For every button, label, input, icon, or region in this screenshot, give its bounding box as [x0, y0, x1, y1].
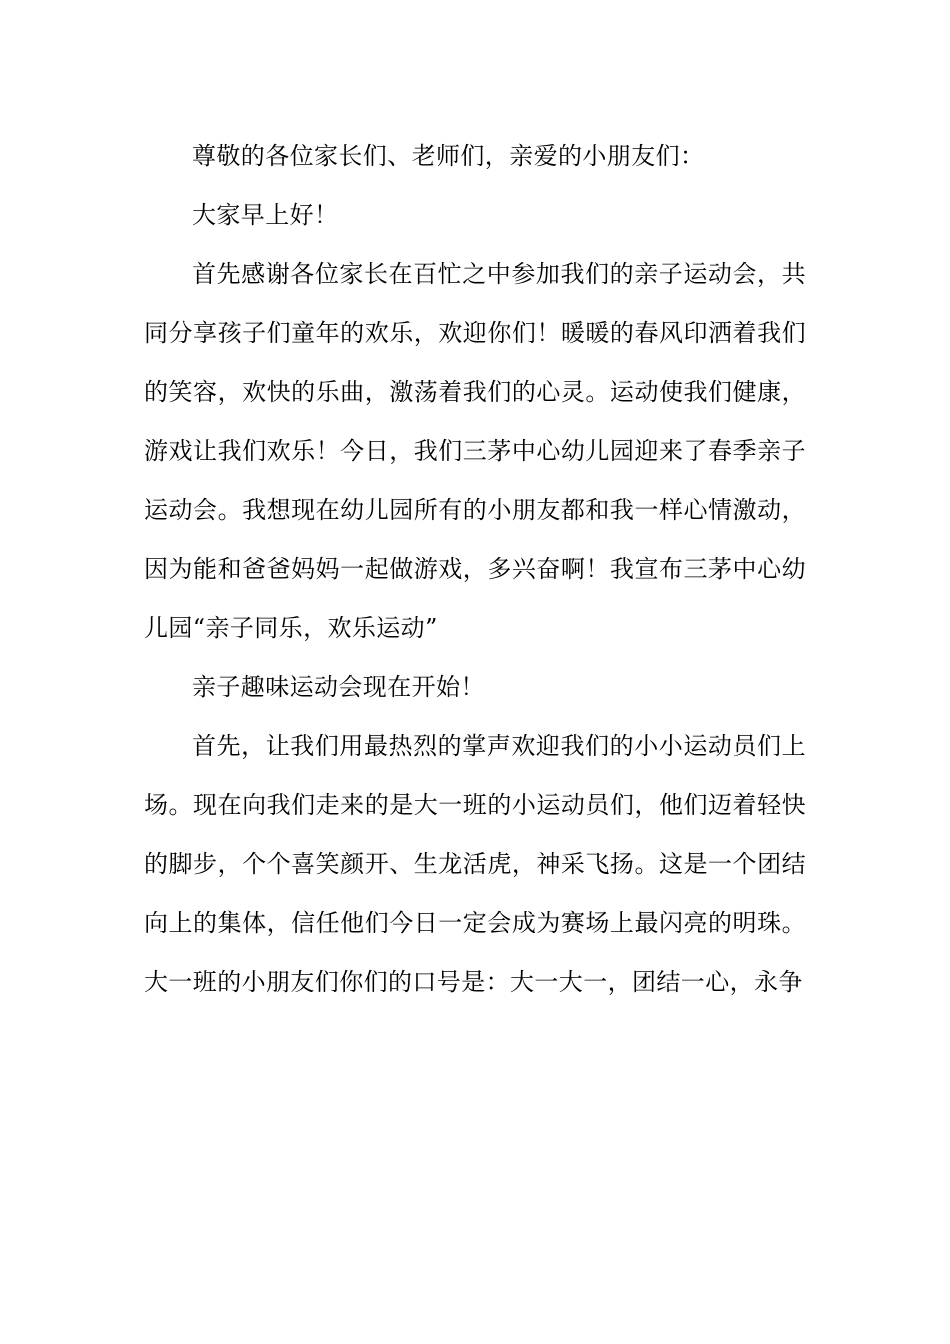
morning-greeting-paragraph: 大家早上好！: [192, 201, 339, 229]
athletes-entrance-paragraph: 首先，让我们用最热烈的掌声欢迎我们的小小运动员们上场。现在向我们走来的是大一班的小运动员们，他们迈着轻快的脚步，个个喜笑颜开、生龙活虎，神采飞扬。这是一个团结向上的集体，信任他们今日一定会成为赛场上最闪亮的明珠。大一班的小朋友们你们的口号是：大一大一，团结一心，永争: [144, 732, 806, 996]
document-body: [144, 127, 806, 1012]
welcome-paragraph: 首先感谢各位家长在百忙之中参加我们的亲子运动会，共同分享孩子们童年的欢乐，欢迎你们！暖暖的春风印洒着我们的笑容，欢快的乐曲，激荡着我们的心灵。运动使我们健康，游戏让我们欢乐！今日，我们三茅中心幼儿园迎来了春季亲子运动会。我想现在幼儿园所有的小朋友都和我一样心情激动，因为能和爸爸妈妈一起做游戏，多兴奋啊！我宣布三茅中心幼儿园“亲子同乐，欢乐运动”: [144, 260, 806, 642]
opening-announcement-paragraph: 亲子趣味运动会现在开始！: [192, 673, 485, 701]
greeting-paragraph: 尊敬的各位家长们、老师们，亲爱的小朋友们：: [192, 142, 705, 170]
